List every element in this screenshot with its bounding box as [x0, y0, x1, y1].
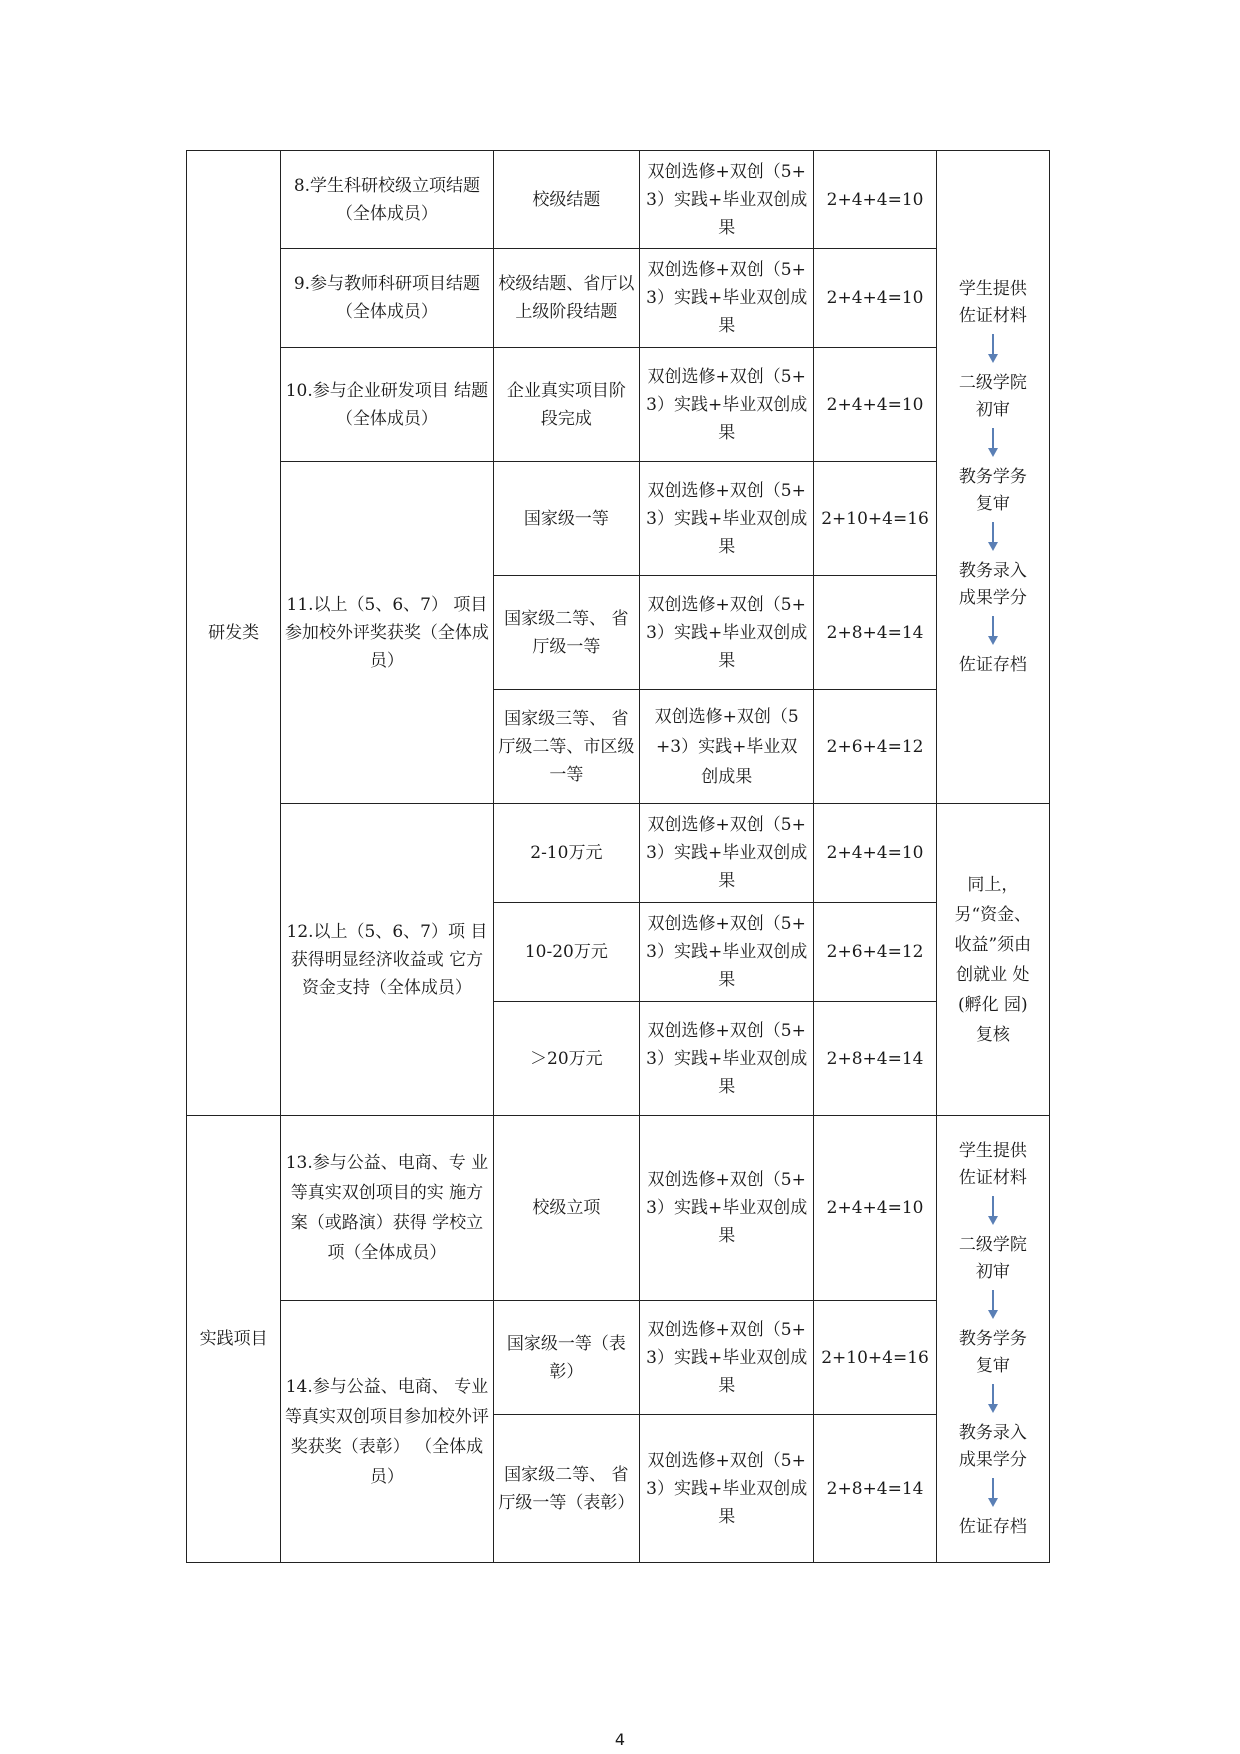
credit-cell: 双创选修+双创（5+3）实践+毕业双创成果 [640, 804, 814, 903]
credit-cell: 双创选修+双创（5+3）实践+毕业双创成果 [640, 690, 814, 804]
table-row [187, 462, 1050, 576]
arrow-down-icon [986, 428, 1000, 458]
flow-step: 佐证存档 [958, 654, 1027, 675]
level-cell: 国家级一等（表彰） [493, 1301, 639, 1415]
level-cell: 校级结题、省厅以上级阶段结题 [493, 249, 639, 348]
table-row [187, 151, 1050, 249]
score-cell: 2+4+4=10 [814, 348, 936, 462]
credit-cell: 双创选修+双创（5+3）实践+毕业双创成果 [640, 348, 814, 462]
table-row [187, 348, 1050, 462]
credit-cell: 双创选修+双创（5+3）实践+毕业双创成果 [640, 1002, 814, 1116]
credit-cell: 双创选修+双创（5+3）实践+毕业双创成果 [640, 249, 814, 348]
level-cell: 校级立项 [493, 1116, 639, 1301]
credit-cell: 双创选修+双创（5+3）实践+毕业双创成果 [640, 462, 814, 576]
category-research: 研发类 [187, 151, 281, 1116]
item-cell: 13.参与公益、电商、专 业等真实双创项目的实 施方案（或路演）获得 学校立项（全体成员） [281, 1116, 493, 1301]
credit-cell: 双创选修+双创（5+3）实践+毕业双创成果 [640, 903, 814, 1002]
credit-cell: 双创选修+双创（5+3）实践+毕业双创成果 [640, 576, 814, 690]
item-cell: 11.以上（5、6、7） 项目参加校外评奖获奖（全体成员） [281, 462, 493, 804]
process-flow-a [939, 276, 1047, 679]
item-cell: 12.以上（5、6、7）项 目获得明显经济收益或 它方资金支持（全体成员） [281, 804, 493, 1116]
credit-cell: 双创选修+双创（5+3）实践+毕业双创成果 [640, 1301, 814, 1415]
table-row [187, 1116, 1050, 1301]
flow-step: 二级学院初审 [958, 1234, 1027, 1282]
process-cell-a [936, 151, 1049, 804]
page-number: 4 [614, 1730, 626, 1749]
flow-step: 佐证存档 [958, 1516, 1027, 1537]
arrow-down-icon [986, 1290, 1000, 1320]
score-cell: 2+6+4=12 [814, 903, 936, 1002]
credit-cell: 双创选修+双创（5+3）实践+毕业双创成果 [640, 151, 814, 249]
level-cell: 企业真实项目阶段完成 [493, 348, 639, 462]
flow-step: 学生提供佐证材料 [958, 278, 1027, 326]
score-cell: 2+10+4=16 [814, 1301, 936, 1415]
level-cell: 国家级二等、 省厅级一等 [493, 576, 639, 690]
credit-cell: 双创选修+双创（5+3）实践+毕业双创成果 [640, 1415, 814, 1563]
score-cell: 2+6+4=12 [814, 690, 936, 804]
arrow-down-icon [986, 1478, 1000, 1508]
credit-table [186, 150, 1050, 1563]
score-cell: 2+8+4=14 [814, 576, 936, 690]
score-cell: 2+8+4=14 [814, 1002, 936, 1116]
flow-step: 二级学院初审 [958, 372, 1027, 420]
score-cell: 2+4+4=10 [814, 151, 936, 249]
score-cell: 2+4+4=10 [814, 249, 936, 348]
note-cell [936, 804, 1049, 1116]
score-cell: 2+8+4=14 [814, 1415, 936, 1563]
arrow-down-icon [986, 334, 1000, 364]
score-cell: 2+10+4=16 [814, 462, 936, 576]
item-cell: 10.参与企业研发项目 结题（全体成员） [281, 348, 493, 462]
flow-step: 教务学务复审 [958, 1328, 1027, 1376]
process-cell-b [936, 1116, 1049, 1563]
flow-step: 教务录入成果学分 [958, 1422, 1027, 1470]
arrow-down-icon [986, 522, 1000, 552]
item-cell: 8.学生科研校级立项结题（全体成员） [281, 151, 493, 249]
level-cell: 2-10万元 [493, 804, 639, 903]
level-cell: 国家级三等、 省厅级二等、市区级一等 [493, 690, 639, 804]
item-cell: 14.参与公益、电商、 专业等真实双创项目参加校外评奖获奖（表彰） （全体成员） [281, 1301, 493, 1563]
score-cell: 2+4+4=10 [814, 804, 936, 903]
process-flow-b [939, 1138, 1047, 1541]
item-cell: 9.参与教师科研项目结题（全体成员） [281, 249, 493, 348]
score-cell: 2+4+4=10 [814, 1116, 936, 1301]
arrow-down-icon [986, 1384, 1000, 1414]
flow-step: 教务学务复审 [958, 466, 1027, 514]
note-12: 同上，另“资金、收益”须由创就业 处(孵化 园)复核 [954, 874, 1032, 1045]
arrow-down-icon [986, 1196, 1000, 1226]
category-practice: 实践项目 [187, 1116, 281, 1563]
level-cell: 国家级二等、 省厅级一等（表彰） [493, 1415, 639, 1563]
table-row [187, 804, 1050, 903]
table-row [187, 1301, 1050, 1415]
table-row [187, 249, 1050, 348]
level-cell: 校级结题 [493, 151, 639, 249]
flow-step: 学生提供佐证材料 [958, 1140, 1027, 1188]
flow-step: 教务录入成果学分 [958, 560, 1027, 608]
level-cell: 10-20万元 [493, 903, 639, 1002]
level-cell: ＞20万元 [493, 1002, 639, 1116]
arrow-down-icon [986, 616, 1000, 646]
credit-cell: 双创选修+双创（5+3）实践+毕业双创成果 [640, 1116, 814, 1301]
level-cell: 国家级一等 [493, 462, 639, 576]
